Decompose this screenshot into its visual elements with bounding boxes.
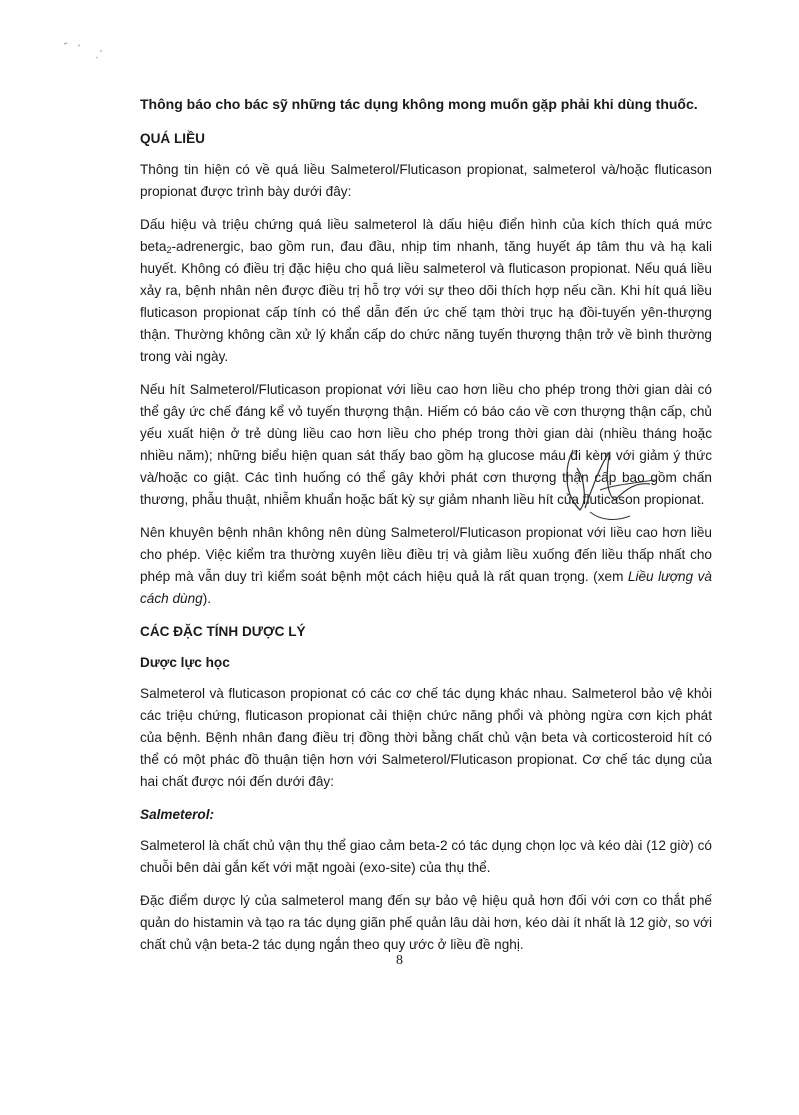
scan-artifact-marks	[60, 40, 120, 70]
pharmacology-heading: CÁC ĐẶC TÍNH DƯỢC LÝ	[140, 624, 306, 639]
intro-notice: Thông báo cho bác sỹ những tác dụng không mong muốn gặp phải khi dùng thuốc.	[140, 96, 698, 112]
dosage-reference: Liều lượng và cách dùng	[140, 569, 712, 606]
page-number: 8	[396, 953, 403, 968]
pharmacology-paragraph-2: Salmeterol là chất chủ vận thụ thể giao cảm beta-2 có tác dụng chọn lọc và kéo dài (12 giờ) có chuỗi bên dài gắn kết với mặt ngoài (exo-site) của thụ thể.	[140, 838, 712, 875]
document-page	[140, 93, 712, 967]
overdose-p2-text-a: Dấu hiệu và triệu chứng quá liều salmeterol là dấu hiệu điển hình của kích thích quá mức beta	[140, 217, 712, 254]
pharmacology-paragraph-1: Salmeterol và fluticason propionat có các cơ chế tác dụng khác nhau. Salmeterol bảo vệ khỏi các triệu chứng, fluticason propionat cải thiện chức năng phổi và phòng ngừa cơn kịch phát của bệnh. Bệnh nhân đang điều trị đồng thời bằng chất chủ vận beta và corticosteroid hít có thể có một phác đồ thuận tiện hơn với Salmeterol/Fluticason propionat. Cơ chế tác dụng của hai chất được nói đến dưới đây:	[140, 686, 712, 789]
overdose-p2-text-b: -adrenergic, bao gồm run, đau đầu, nhịp tim nhanh, tăng huyết áp tâm thu và hạ kali huyết. Không có điều trị đặc hiệu cho quá liều salmeterol và fluticason propionat. Nếu quá liều xảy ra, bệnh nhân nên được điều trị hỗ trợ với sự theo dõi thích hợp nếu cần. Khi hít quá liều fluticason propionat cấp tính có thể dẫn đến ức chế tạm thời trục hạ đồi-tuyến yên-thượng thận. Thường không cần xử lý khẩn cấp do chức năng tuyến thượng thận trở về bình thường trong vài ngày.	[140, 239, 712, 364]
beta-subscript: 2	[166, 245, 172, 255]
pharmacology-paragraph-3: Đặc điểm dược lý của salmeterol mang đến sự bảo vệ hiệu quả hơn đối với cơn co thắt phế quản do histamin và tạo ra tác dụng giãn phế quản lâu dài hơn, kéo dài ít nhất là 12 giờ, so với chất chủ vận beta-2 tác dụng ngắn theo quy ước ở liều đề nghị.	[140, 893, 712, 952]
overdose-paragraph-4	[140, 522, 712, 610]
overdose-paragraph-2	[140, 214, 712, 368]
overdose-paragraph-1: Thông tin hiện có về quá liều Salmeterol/Fluticason propionat, salmeterol và/hoặc fluticason propionat được trình bày dưới đây:	[140, 162, 712, 199]
pharmacodynamics-subheading: Dược lực học	[140, 655, 230, 670]
overdose-heading: QUÁ LIỀU	[140, 131, 205, 146]
salmeterol-heading: Salmeterol:	[140, 807, 215, 822]
handwritten-signature	[555, 440, 665, 530]
overdose-p4-end: ).	[202, 591, 212, 606]
overdose-paragraph-3: Nếu hít Salmeterol/Fluticason propionat với liều cao hơn liều cho phép trong thời gian dài có thể gây ức chế đáng kể vỏ tuyến thượng thận. Hiếm có báo cáo về cơn thượng thận cấp, chủ yếu xuất hiện ở trẻ dùng liều cao hơn liều cho phép trong thời gian dài (nhiều tháng hoặc nhiều năm); những biểu hiện quan sát thấy bao gồm hạ glucose máu đi kèm với giảm ý thức và/hoặc co giật. Các tình huống có thể gây khởi phát cơn thượng thận cấp bao gồm chấn thương, phẫu thuật, nhiễm khuẩn hoặc bất kỳ sự giảm nhanh liều hít của fluticason propionat.	[140, 382, 712, 507]
overdose-p4-main: Nên khuyên bệnh nhân không nên dùng Salmeterol/Fluticason propionat với liều cao hơn liều cho phép. Việc kiểm tra thường xuyên liều điều trị và giảm liều xuống đến liều thấp nhất cho phép mà vẫn duy trì kiểm soát bệnh một cách hiệu quả là rất quan trọng. (xem	[140, 525, 712, 584]
